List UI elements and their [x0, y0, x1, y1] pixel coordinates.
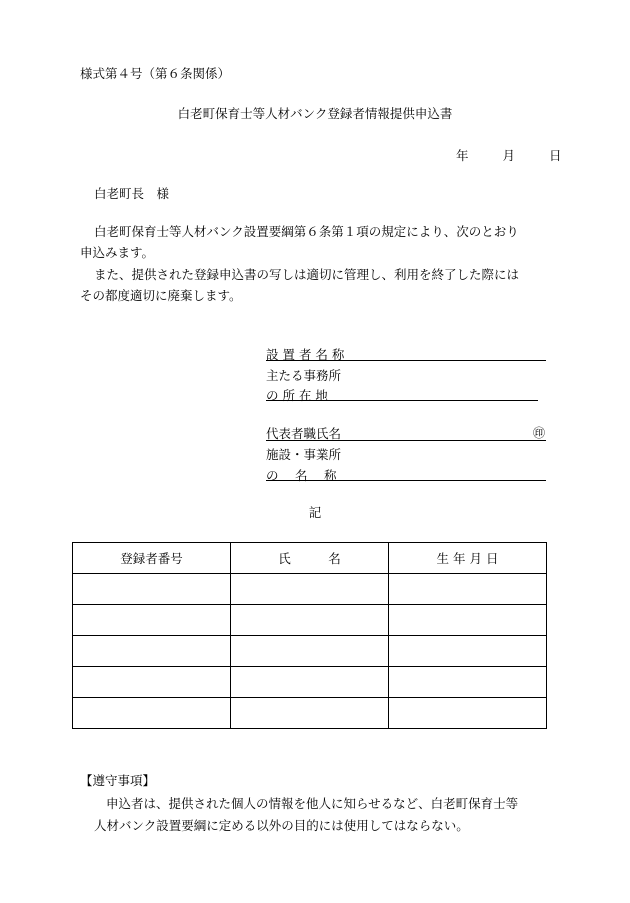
table-header-row: [73, 543, 547, 574]
table-cell[interactable]: [73, 574, 231, 605]
body-paragraph1-line2: 申込みます。: [80, 245, 155, 260]
table-row: [73, 667, 547, 698]
table-cell[interactable]: [231, 605, 389, 636]
notes-line1: 申込者は、提供された個人の情報を他人に知らせるなど、白老町保育士等: [106, 796, 519, 811]
table-cell[interactable]: [389, 636, 547, 667]
establisher-name-label: 設 置 者 名 称: [266, 347, 345, 362]
table-cell[interactable]: [231, 574, 389, 605]
representative-label: 代表者職氏名: [266, 426, 342, 441]
date-day: 日: [549, 148, 562, 163]
table-cell[interactable]: [231, 667, 389, 698]
addressee: 白老町長 様: [94, 186, 170, 201]
office-location-label: の 所 在 地: [266, 388, 328, 403]
notes-line2: 人材バンク設置要綱に定める以外の目的には使用してはならない。: [94, 818, 469, 833]
office-location-line[interactable]: [266, 400, 538, 401]
date-year: 年: [456, 148, 469, 163]
table-cell[interactable]: [73, 667, 231, 698]
table-row: [73, 574, 547, 605]
header-birthdate: 生 年 月 日: [389, 543, 547, 574]
header-name: 氏 名: [231, 543, 389, 574]
table-cell[interactable]: [389, 605, 547, 636]
table-row: [73, 605, 547, 636]
header-registrant-number: 登録者番号: [73, 543, 231, 574]
table-row: [73, 636, 547, 667]
form-number: 様式第４号（第６条関係）: [80, 66, 231, 81]
representative-line[interactable]: [266, 440, 546, 441]
facility-label: 施設・事業所: [266, 447, 342, 462]
table-cell[interactable]: [231, 698, 389, 729]
seal-mark-icon: ㊞: [533, 426, 546, 440]
registrant-table: [72, 542, 547, 729]
establisher-name-line[interactable]: [266, 360, 546, 361]
date-line: [456, 146, 562, 164]
table-cell[interactable]: [73, 605, 231, 636]
table-cell[interactable]: [389, 667, 547, 698]
date-month: 月: [502, 148, 516, 163]
table-cell[interactable]: [73, 698, 231, 729]
facility-name-line[interactable]: [266, 480, 546, 481]
body-paragraph2-line2: その都度適切に廃棄します。: [80, 288, 242, 303]
body-paragraph2-line1: また、提供された登録申込書の写しは適切に管理し、利用を終了した際には: [94, 267, 520, 282]
table-cell[interactable]: [231, 636, 389, 667]
facility-name-label: の 名 称: [266, 468, 337, 483]
table-cell[interactable]: [73, 636, 231, 667]
notes-heading: 【遵守事項】: [80, 773, 156, 788]
document-title: 白老町保育士等人材バンク登録者情報提供申込書: [177, 106, 453, 121]
ki-heading: 記: [308, 505, 322, 520]
main-office-label: 主たる事務所: [266, 368, 342, 383]
table-cell[interactable]: [389, 698, 547, 729]
table-row: [73, 698, 547, 729]
body-paragraph1-line1: 白老町保育士等人材バンク設置要綱第６条第１項の規定により、次のとおり: [94, 224, 519, 239]
table-cell[interactable]: [389, 574, 547, 605]
